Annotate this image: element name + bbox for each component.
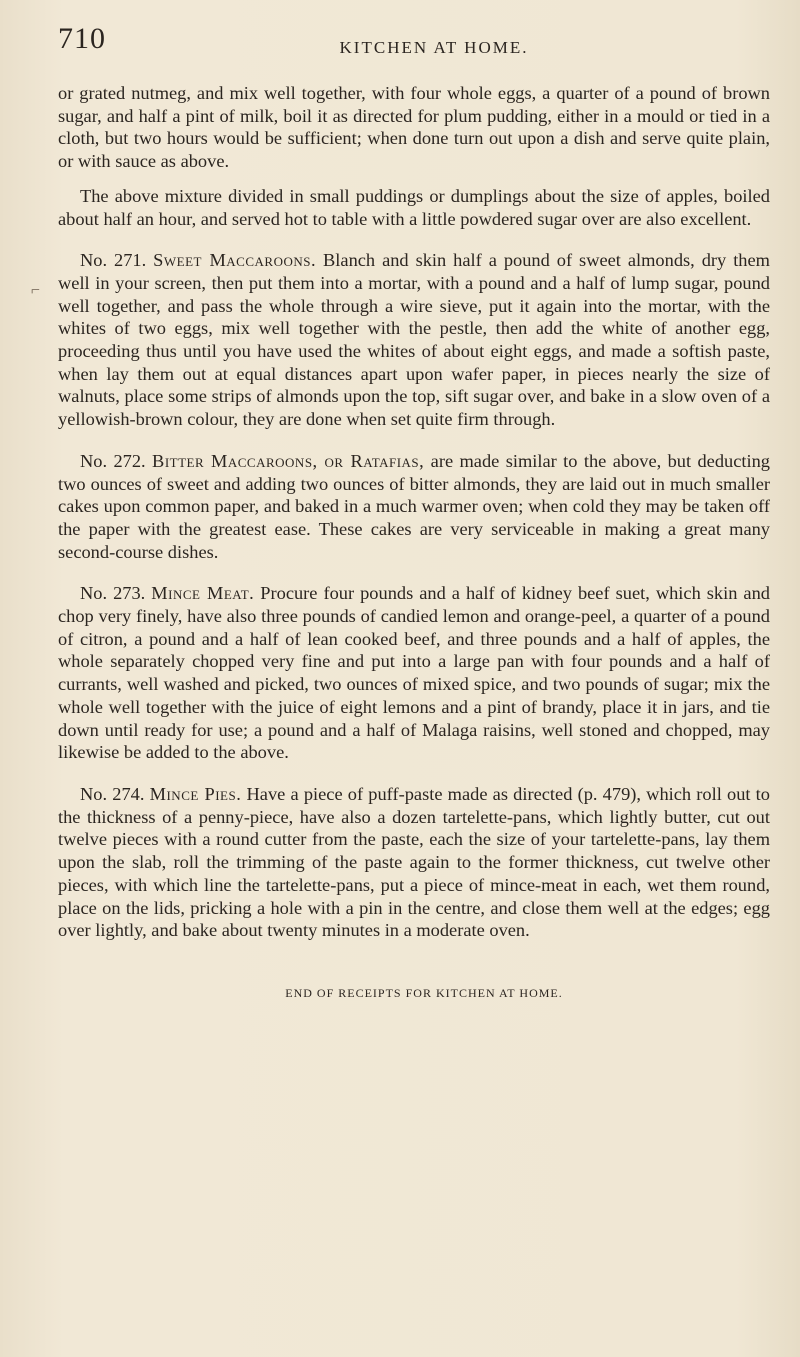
margin-mark-icon: ⌐: [31, 282, 41, 299]
recipe-274-number: No. 274.: [80, 783, 145, 804]
end-note: END OF RECEIPTS FOR KITCHEN AT HOME.: [285, 985, 563, 1000]
recipe-272-text: are made similar to the above, but deducting two ounces of sweet and adding two ounces of bitter almonds, they are laid out in much smaller cakes upon common paper, and baked in a much warmer oven; when cold they may be taken off the paper with the greatest ease. These cakes are very serviceable in making a great many second-course dishes.: [58, 450, 770, 562]
page-number: 710: [58, 22, 106, 55]
recipe-271-text: Blanch and skin half a pound of sweet almonds, dry them well in your screen, then put them into a mortar, with a pound and a half of lump sugar, pound well together, and pass the whole through a wire sieve, put it again into the mortar, with the whites of two eggs, mix well together with the pestle, then add the white of another egg, proceeding thus until you have used the whites of about eight eggs, and made a softish paste, when lay them out at equal distances apart upon wafer paper, in pieces nearly the size of walnuts, place some strips of almonds upon the top, sift sugar over, and bake in a slow oven of a yellowish-brown colour, they are done when set quite firm through.: [58, 250, 770, 430]
recipe-274-text: Have a piece of puff-paste made as directed (p. 479), which roll out to the thickness of a penny-piece, have also a dozen tartelette-pans, which lightly butter, cut out twelve pieces with a round cutter from the paste, each the size of your tartelette-pans, lay them upon the slab, roll the trimming of the paste again to the former thickness, cut twelve other pieces, with which line the tartelette-pans, put a piece of mince-meat in each, wet them round, place on the lids, pricking a hole with a pin in the centre, and close them well at the edges; egg over lightly, and bake about twenty minutes in a moderate oven.: [58, 783, 770, 941]
paragraph-dumplings: The above mixture divided in small puddings or dumplings about the size of apples, boiled about half an hour, and served hot to table with a little powdered sugar over are also excellent.: [58, 185, 770, 229]
page-header: [58, 0, 770, 82]
page-body: [58, 82, 770, 942]
recipe-272-title: Bitter Maccaroons, or Ratafias,: [152, 450, 425, 471]
recipe-272: [58, 450, 770, 564]
recipe-273-title: Mince Meat.: [151, 583, 255, 604]
recipe-274-title: Mince Pies.: [149, 783, 242, 804]
running-head: KITCHEN AT HOME.: [339, 38, 529, 57]
recipe-273: [58, 582, 770, 764]
paragraph-continuation: or grated nutmeg, and mix well together, with four whole eggs, a quarter of a pound of brown sugar, and half a pint of milk, boil it as directed for plum pudding, either in a mould or tied in a cloth, but two hours would be sufficient; when done turn out upon a dish and serve quite plain, or with sauce as above.: [58, 83, 770, 172]
recipe-271: [58, 249, 770, 431]
recipe-273-number: No. 273.: [80, 583, 146, 604]
recipe-272-number: No. 272.: [80, 450, 146, 471]
recipe-271-number: No. 271.: [80, 250, 147, 271]
recipe-274: [58, 783, 770, 942]
recipe-273-text: Procure four pounds and a half of kidney beef suet, which skin and chop very finely, have also three pounds of candied lemon and orange-peel, a quarter of a pound of citron, a pound and a half of lean cooked beef, and three pounds and a half of apples, the whole separately chopped very fine and put into a large pan with four pounds and a half of currants, well washed and picked, two ounces of mixed spice, and two pounds of sugar; mix the whole well together with the juice of eight lemons and a pint of brandy, place it in jars, and tie down until ready for use; a pound and a half of Malaga raisins, well stoned and chopped, may likewise be added to the above.: [58, 583, 770, 763]
recipe-271-title: Sweet Maccaroons.: [153, 250, 317, 271]
